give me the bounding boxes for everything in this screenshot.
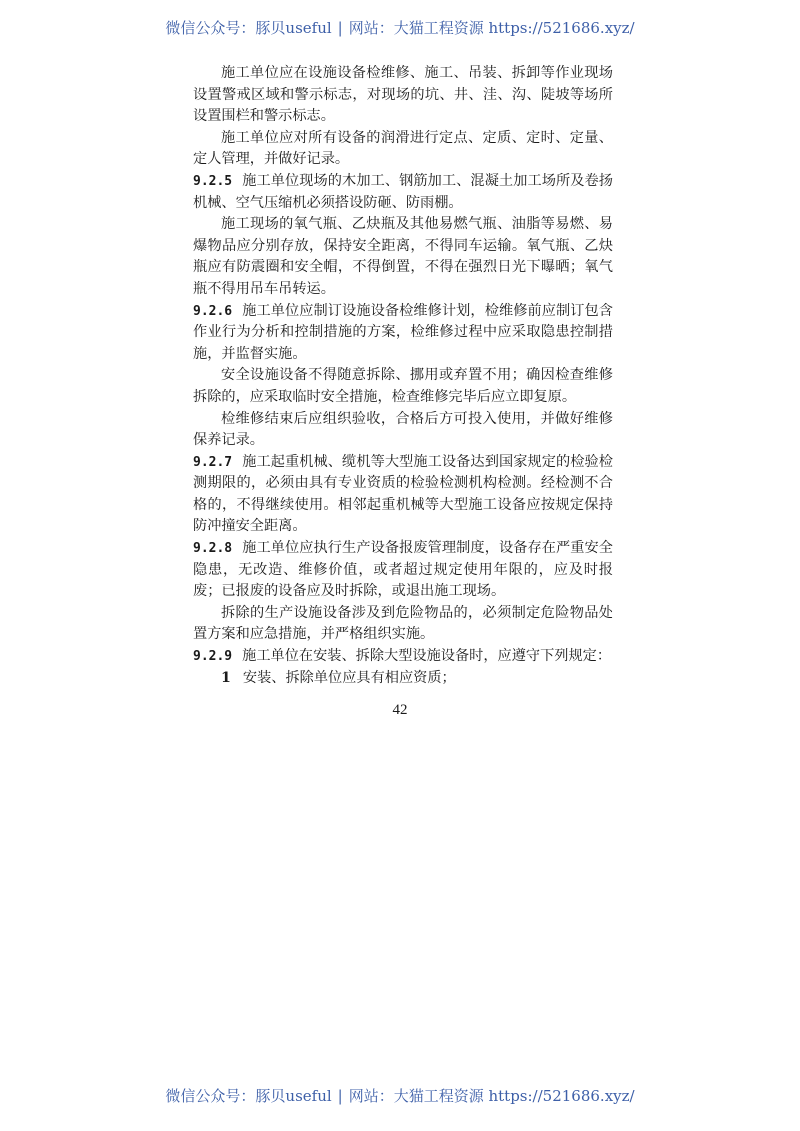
header-watermark	[0, 17, 800, 38]
paragraph: 安全设施设备不得随意拆除、挪用或弃置不用；确因检查维修拆除的，应采取临时安全措施，检查维修完毕后应立即复原。	[193, 367, 613, 405]
clause-9-2-5	[193, 171, 613, 214]
clause-text: 施工起重机械、缆机等大型施工设备达到国家规定的检验检测期限的，必须由具有专业资质的检验检测机构检测。经检测不合格的，不得继续使用。相邻起重机械等大型施工设备应按规定保持防冲撞安全距离。	[193, 453, 613, 535]
clause-number: 9.2.5	[193, 173, 233, 189]
item-text: 安装、拆除单位应具有相应资质；	[242, 669, 456, 686]
list-item	[193, 668, 613, 690]
footer-watermark	[0, 1085, 800, 1106]
watermark-divider: |	[337, 19, 343, 37]
watermark-divider: |	[337, 1087, 343, 1105]
website-text: 网站：大猫工程资源 https://521686.xyz/	[348, 19, 635, 37]
clause-number: 9.2.8	[193, 541, 233, 557]
clause-9-2-8	[193, 538, 613, 603]
paragraph: 检维修结束后应组织验收，合格后方可投入使用，并做好维修保养记录。	[193, 410, 613, 449]
paragraph: 施工现场的氧气瓶、乙炔瓶及其他易燃气瓶、油脂等易燃、易爆物品应分别存放，保持安全距离，不得同车运输。氧气瓶、乙炔瓶应有防震圈和安全帽，不得倒置，不得在强烈日光下曝晒；氧气瓶不得用吊车吊转运。	[193, 216, 613, 297]
wechat-account-text: 微信公众号：豚贝useful	[165, 19, 332, 37]
body-text	[193, 63, 613, 689]
clause-text: 施工单位应执行生产设备报废管理制度，设备存在严重安全隐患，无改造、维修价值，或者超过规定使用年限的，应及时报废；已报废的设备应及时拆除，或退出施工现场。	[193, 540, 613, 600]
paragraph: 施工单位应对所有设备的润滑进行定点、定质、定时、定量、定人管理，并做好记录。	[193, 129, 613, 168]
clause-number: 9.2.7	[193, 454, 233, 470]
clause-text: 施工单位现场的木加工、钢筋加工、混凝土加工场所及卷扬机械、空气压缩机必须搭设防砸、防雨棚。	[193, 172, 613, 211]
item-number: 1	[221, 669, 231, 686]
paragraph: 拆除的生产设施设备涉及到危险物品的，必须制定危险物品处置方案和应急措施，并严格组织实施。	[193, 604, 613, 643]
clause-number: 9.2.6	[193, 303, 233, 319]
clause-text: 施工单位应制订设施设备检维修计划，检维修前应制订包含作业行为分析和控制措施的方案，检维修过程中应采取隐患控制措施，并监督实施。	[193, 302, 613, 362]
paragraph: 施工单位应在设施设备检维修、施工、吊装、拆卸等作业现场设置警戒区域和警示标志，对现场的坑、井、洼、沟、陡坡等场所设置围栏和警示标志。	[193, 65, 613, 125]
wechat-account-text: 微信公众号：豚贝useful	[165, 1087, 332, 1105]
clause-number: 9.2.9	[193, 649, 233, 665]
clause-text: 施工单位在安装、拆除大型设施设备时，应遵守下列规定：	[242, 648, 612, 665]
clause-9-2-9	[193, 646, 613, 668]
website-text: 网站：大猫工程资源 https://521686.xyz/	[348, 1087, 635, 1105]
clause-9-2-6	[193, 301, 613, 366]
clause-9-2-7	[193, 452, 613, 538]
page-number: 42	[392, 702, 408, 718]
